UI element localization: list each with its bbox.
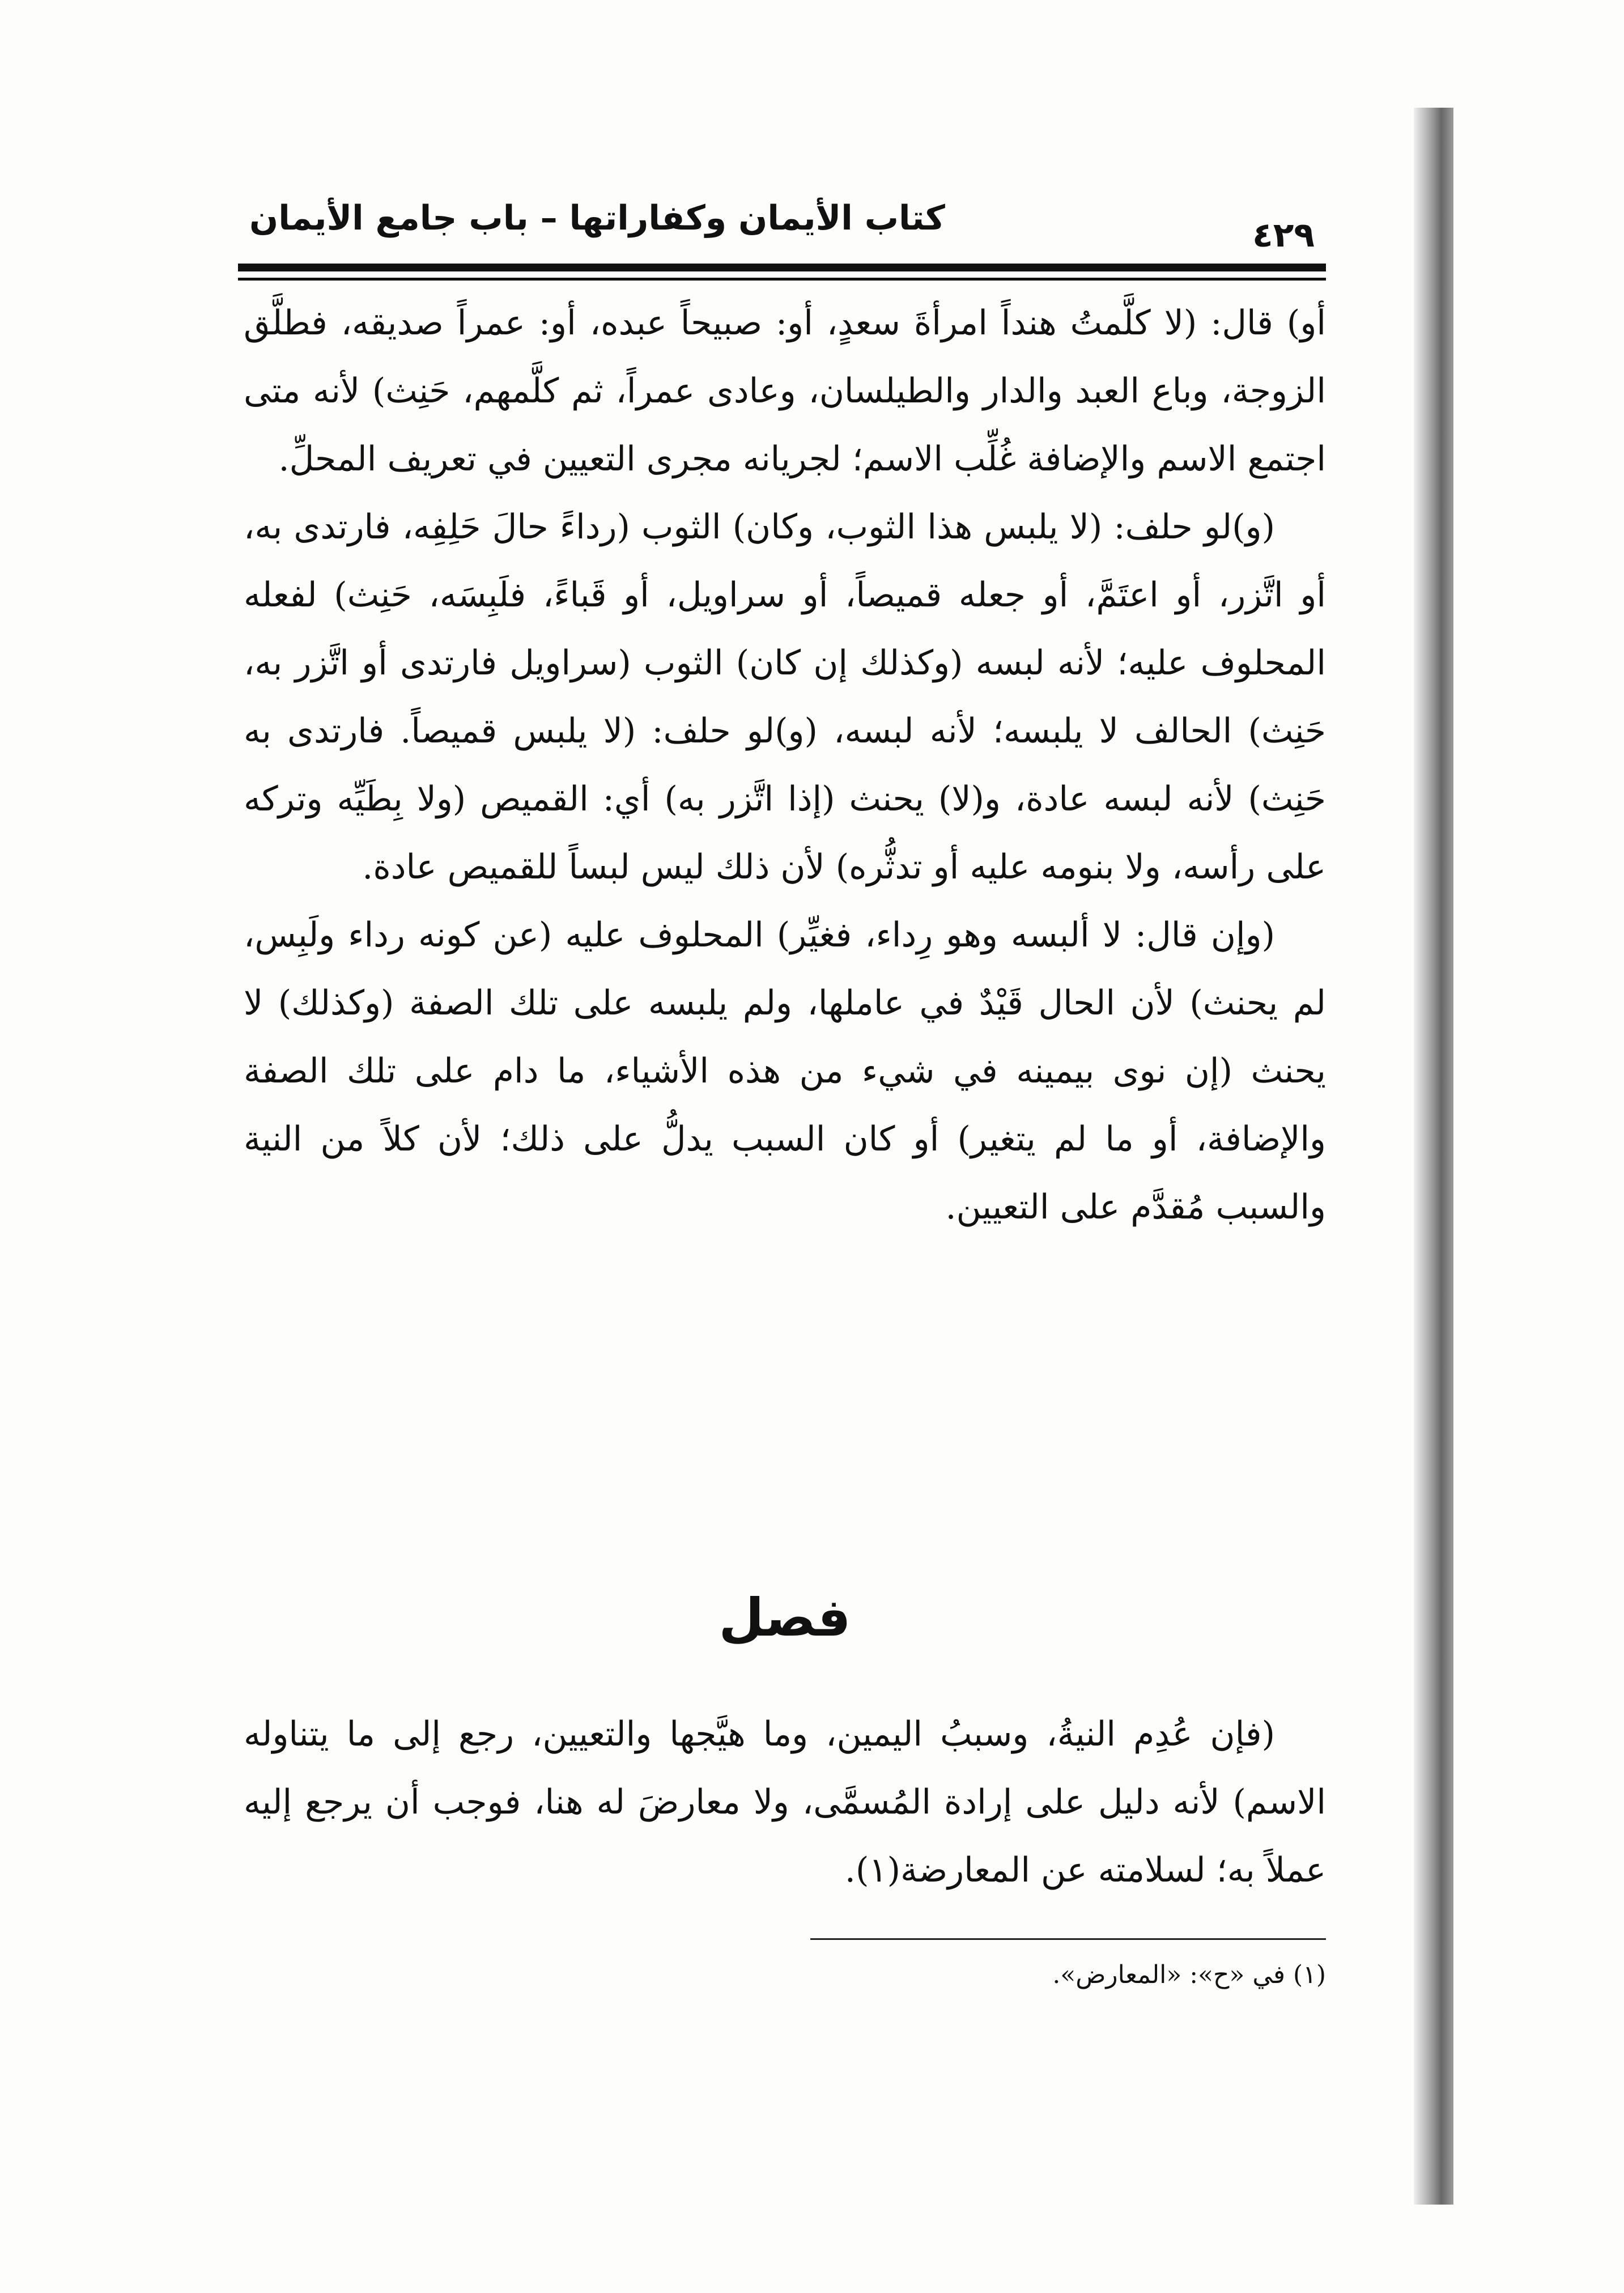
section-heading: فصل — [719, 1587, 851, 1648]
running-header — [238, 187, 1326, 266]
paragraph-2: (و)لو حلف: (لا يلبس هذا الثوب، وكان) الثوب (رداءً حالَ حَلِفِه، فارتدى به، أو اتَّزر، أو اعتَمَّ، أو جعله قميصاً، أو سراويل، أو قَباءً، فلَبِسَه، حَنِث) لفعله المحلوف عليه؛ لأنه لبسه (وكذلك إن كان) الثوب (سراويل فارتدى أو اتَّزر به، حَنِث) الحالف لا يلبسه؛ لأنه لبسه، (و)لو حلف: (لا يلبس قميصاً. فارتدى به حَنِث) لأنه لبسه عادة، و(لا) يحنث (إذا اتَّزر به) أي: القميص (ولا بِطَيِّه وتركه على رأسه، ولا بنومه عليه أو تدثُّره) لأن ذلك ليس لبساً للقميص عادة. — [244, 507, 1326, 887]
paragraph-1: أو) قال: (لا كلَّمتُ هنداً امرأةَ سعدٍ، أو: صبيحاً عبده، أو: عمراً صديقه، فطلَّق الزوجة، وباع العبد والدار والطيلسان، وعادى عمراً، ثم كلَّمهم، حَنِث) لأنه متى اجتمع الاسم والإضافة غُلِّب الاسم؛ لجريانه مجرى التعيين في تعريف المحلِّ. — [244, 303, 1326, 479]
paragraph-3: (وإن قال: لا ألبسه وهو رِداء، فغيِّر) المحلوف عليه (عن كونه رداء ولَبِس، لم يحنث) لأن الحال قَيْدٌ في عاملها، ولم يلبسه على تلك الصفة (وكذلك) لا يحنث (إن نوى بيمينه في شيء من هذه الأشياء، ما دام على تلك الصفة والإضافة، أو ما لم يتغير) أو كان السبب يدلُّ على ذلك؛ لأن كلاً من النية والسبب مُقدَّم على التعيين. — [244, 915, 1326, 1227]
header-rule-thin — [238, 278, 1326, 281]
footnote: (١) في «ح»: «المعارض». — [1052, 1960, 1326, 1989]
page-number: ٤٢٩ — [1252, 215, 1315, 255]
footnote-rule — [810, 1938, 1326, 1940]
running-title: كتاب الأيمان وكفاراتها – باب جامع الأيمان — [249, 198, 945, 238]
section-text — [244, 1700, 1326, 1904]
page-edge-shadow — [1414, 108, 1453, 2205]
body-text — [244, 289, 1326, 1241]
section-paragraph: (فإن عُدِم النيةُ، وسببُ اليمين، وما هيَّجها والتعيين، رجع إلى ما يتناوله الاسم) لأنه دليل على إرادة المُسمَّى، ولا معارضَ له هنا، فوجب أن يرجع إليه عملاً به؛ لسلامته عن المعارضة(١). — [244, 1714, 1326, 1890]
header-rule-thick — [238, 264, 1326, 271]
